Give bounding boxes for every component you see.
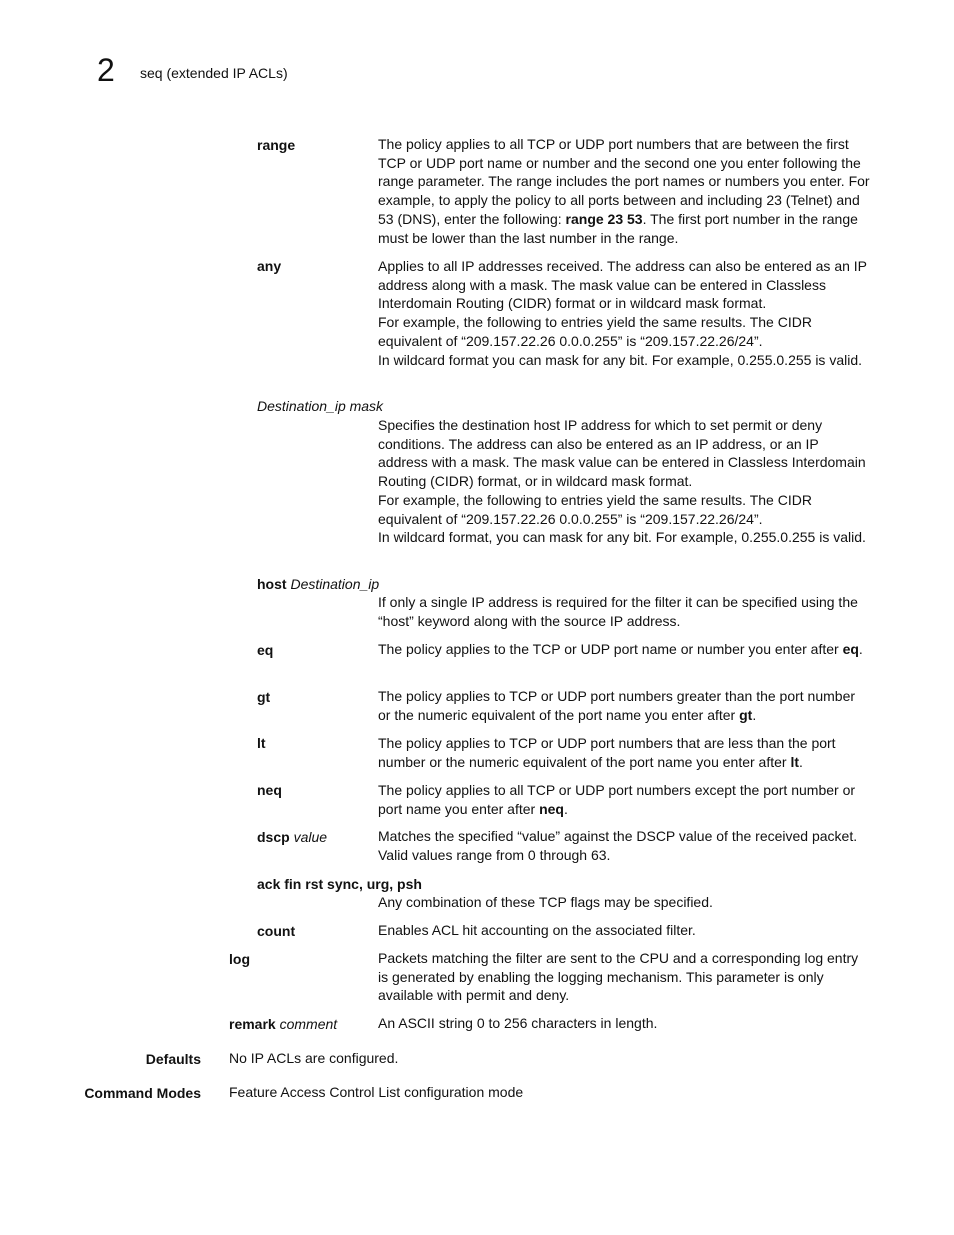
param-remark-term: remark comment (229, 1016, 338, 1032)
param-remark-description: An ASCII string 0 to 256 characters in length. (378, 1015, 658, 1031)
defaults-label: Defaults (145, 1051, 201, 1067)
running-header-title: seq (extended IP ACLs) (140, 65, 288, 81)
param-neq-term: neq (257, 782, 282, 798)
param-count-term: count (257, 923, 296, 939)
param-log-term: log (229, 951, 250, 967)
param-log-description: Packets matching the filter are sent to the CPU and a corresponding log entry is generated by enabling the logging mechanism. This parameter is only available with permit and deny. (378, 950, 859, 1004)
param-any-term: any (257, 258, 282, 274)
param-eq-description: The policy applies to the TCP or UDP port name or number you enter after eq. (378, 641, 863, 657)
param-count-description: Enables ACL hit accounting on the associated filter. (378, 922, 696, 938)
param-destination-mask-term: Destination_ip mask (257, 398, 384, 414)
range-example-keyword: range 23 53 (565, 210, 643, 227)
param-gt-term: gt (257, 689, 271, 705)
param-any-description: Applies to all IP addresses received. The address can also be entered as an IP address along with a mask. The mask value can be entered in Classless Interdomain Routing (CIDR) format or in wildcard mask format. For example, the following to entries yield the same results. The CIDR equivalent of “209.157.22.26 0.0.0.255” is “209.157.22.26/24”. In wildcard format you can mask for any bit. For example, 0.255.0.255 is valid. (378, 258, 867, 368)
param-host-description: If only a single IP address is required for the filter it can be specified using the “host” keyword along with the source IP address. (378, 594, 858, 629)
param-destination-mask-description: Specifies the destination host IP address for which to set permit or deny conditions. The address can also be entered as an IP address, or an IP address with a mask. The mask value can be entered in Classless Interdomain Routing (CIDR) format, or in wildcard mask format. For example, the following to entries yield the same results. The CIDR equivalent of “209.157.22.26 0.0.0.255” is “209.157.22.26/24”. In wildcard format, you can mask for any bit. For example, 0.255.0.255 is valid. (378, 417, 866, 546)
param-tcp-flags-description: Any combination of these TCP flags may be specified. (378, 894, 713, 910)
command-modes-label: Command Modes (84, 1085, 201, 1101)
param-lt-description: The policy applies to TCP or UDP port numbers that are less than the port number or the numeric equivalent of the port name you enter after lt. (378, 735, 836, 770)
param-lt-term: lt (257, 735, 266, 751)
param-range-term: range (257, 137, 296, 153)
param-range-description: The policy applies to all TCP or UDP port numbers that are between the first TCP or UDP port name or number and the second one you enter following the range parameter. The range includes the port names or numbers you enter. For example, to apply the policy to all ports between and including 23 (Telnet) and 53 (DNS), enter the following: range 23 53. The first port number in the range must be lower than the last number in the range. (378, 136, 870, 246)
param-dscp-description: Matches the specified “value” against the DSCP value of the received packet. Valid values range from 0 through 63. (378, 828, 858, 863)
param-tcp-flags-term: ack fin rst sync, urg, psh (257, 876, 422, 892)
chapter-number: 2 (97, 52, 115, 88)
command-modes-text: Feature Access Control List configuration mode (229, 1084, 524, 1100)
param-gt-description: The policy applies to TCP or UDP port numbers greater than the port number or the numeric equivalent of the port name you enter after gt. (378, 688, 856, 723)
param-eq-term: eq (257, 642, 274, 658)
param-host-term: host Destination_ip (257, 576, 380, 592)
param-neq-description: The policy applies to all TCP or UDP port numbers except the port number or port name you enter after neq. (378, 782, 856, 817)
defaults-text: No IP ACLs are configured. (229, 1050, 399, 1066)
param-dscp-term: dscp value (257, 829, 328, 845)
